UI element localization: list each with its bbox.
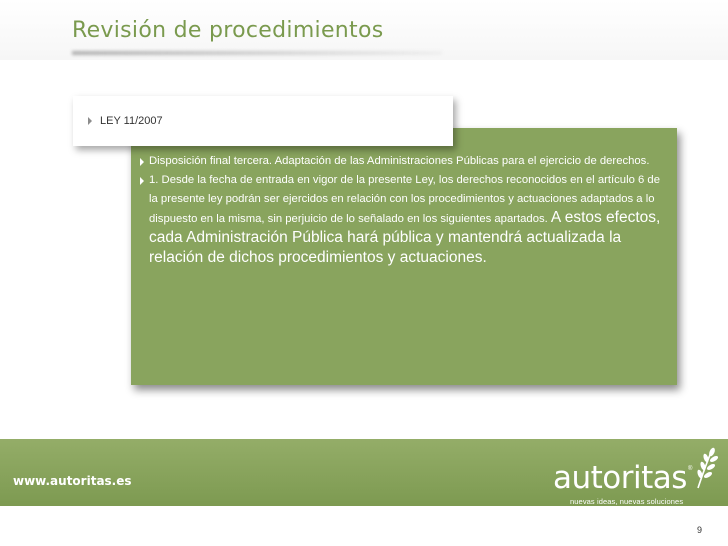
page-number: 9 [697,525,703,535]
registered-mark: ® [688,466,693,472]
content-list [140,152,662,269]
list-item [140,152,662,171]
item-text: Disposición final tercera. Adaptación de las Administraciones Públicas para el ejercicio de derechos. [149,155,650,167]
item-emphasis: A estos efectos, cada Administración Pública hará pública y mantendrá actualizada la relación de dichos procedimientos y actuaciones. [149,209,661,266]
website-link[interactable]: www.autoritas.es [13,474,132,488]
item-text: 1. Desde la fecha de entrada en vigor de la presente Ley, los derechos reconocidos en el artículo 6 de la presente ley podrán ser ejercidos en relación con los procedimientos y actuaciones adaptados a lo dispuesto en la misma, sin perjuicio de lo señalado en los siguientes apartados. [149,174,660,225]
level1-label: LEY 11/2007 [100,115,163,127]
bullet-triangle-icon [88,117,92,125]
slide-title: Revisión de procedimientos [72,18,384,43]
level1-bullet [88,115,163,127]
logo-tagline: nuevas ideas, nuevas soluciones [570,497,684,506]
list-item [140,171,662,269]
bullet-triangle-icon [140,158,144,166]
laurel-icon [692,446,718,490]
bullet-triangle-icon [140,177,144,185]
title-underline [72,51,442,55]
logo-text: autoritas [553,460,687,496]
